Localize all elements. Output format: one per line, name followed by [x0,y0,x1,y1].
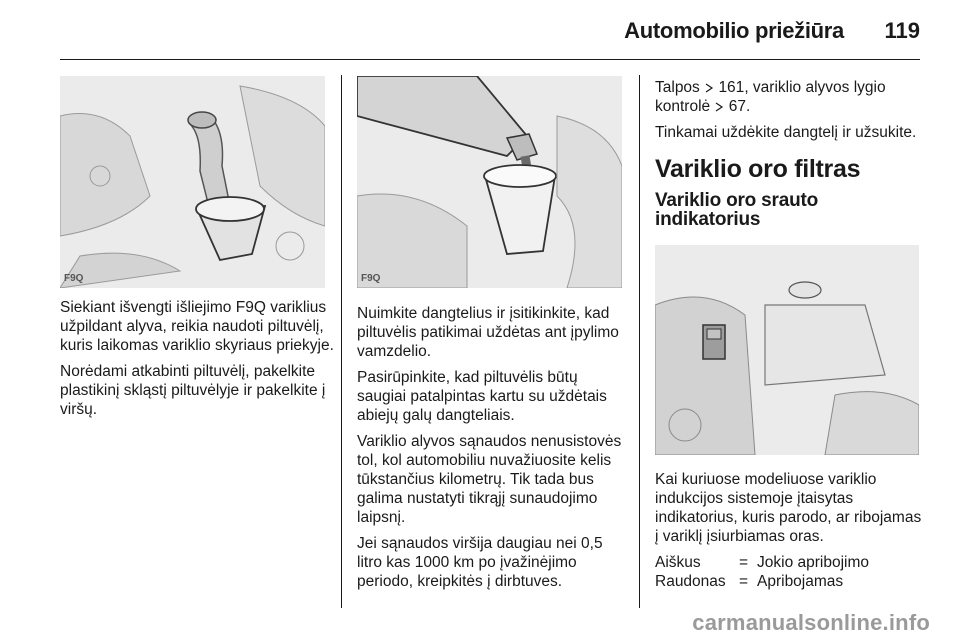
figure-tag-middle: F9Q [361,273,381,284]
page-reference-link[interactable]: 161 [718,79,745,96]
legend-separator: = [739,554,749,571]
legend-term: Raudonas [655,573,726,590]
paragraph: Kai kuriuose modeliuose variklio indukcijos sistemoje įtaisytas indikatorius, kuris parodo, ar ribojamas į variklį įsiurbiamas oras. [655,471,922,545]
column-divider-left [341,75,342,608]
legend-description: Jokio apribojimo [757,554,869,571]
paragraph: Tinkamai uždėkite dangtelį ir užsukite. [655,124,917,141]
page-number: 119 [884,18,920,43]
legend-row [655,553,869,572]
legend-row [655,572,869,591]
cross-reference-paragraph [655,78,925,116]
watermark: carmanualsonline.info [692,610,930,635]
paragraph: Nuimkite dangtelius ir įsitikinkite, kad piltuvėlis patikimai uždėtas ant įpylimo vamzdelio. [357,305,619,360]
ref-text: . [746,98,751,115]
right-column-lower-text [655,470,925,591]
paragraph: Jei sąnaudos viršija daugiau nei 0,5 litro kas 1000 km po įvažinėjimo periodo, kreipkitės į dirbtuves. [357,535,603,590]
page-reference-link[interactable]: 67 [728,98,747,115]
left-column-text [60,298,335,426]
reference-arrow-icon [704,83,714,93]
figure-tag-left: F9Q [64,273,84,284]
ref-text: Talpos [655,79,700,96]
ref-text: , variklio alyvos lygio kontrolė [655,79,886,115]
legend-description: Apribojamas [757,573,844,590]
paragraph: Pasirūpinkite, kad piltuvėlis būtų saugiai patalpintas kartu su uždėtais abiejų galų dangteliais. [357,369,607,424]
subsection-heading: Variklio oro srauto indikatorius [655,190,819,230]
page-header-title: Automobilio priežiūra [624,18,844,43]
column-divider-right [639,75,640,608]
paragraph: Variklio alyvos sąnaudos nenusistovės tol, kol automobiliu nuvažiuosite kelis tūkstančius kilometrų. Tik tada bus galima nustatyti tikrąjį sunaudojimo laipsnį. [357,433,622,526]
header-rule [60,59,920,60]
indicator-legend [655,553,869,591]
middle-column-text [357,304,629,598]
paragraph: Norėdami atkabinti piltuvėlį, pakelkite plastikinį skląstį piltuvėlyje ir pakelkite į viršų. [60,363,326,418]
legend-separator: = [739,573,749,590]
oil-pouring-illustration [357,76,622,288]
air-flow-indicator-illustration [655,245,919,455]
paragraph: Siekiant išvengti išliejimo F9Q variklius užpildant alyva, reikia naudoti piltuvėlį, kuris laikomas variklio skyriaus priekyje. [60,299,334,354]
reference-arrow-icon [714,102,724,112]
right-column-text [655,78,925,241]
legend-term: Aiškus [655,554,701,571]
funnel-holder-illustration [60,76,325,288]
section-heading: Variklio oro filtras [655,155,861,183]
